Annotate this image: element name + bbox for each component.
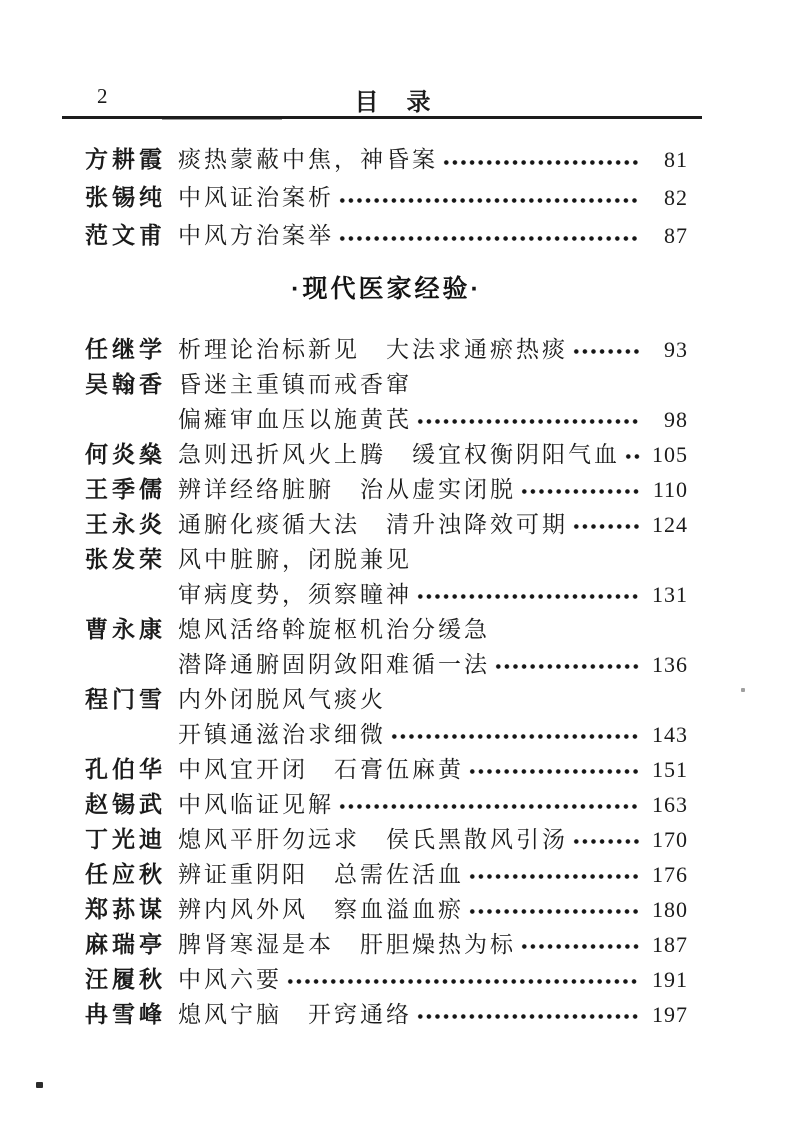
toc-entry-title-text: 中风证治案析 <box>178 185 334 210</box>
dot-leader <box>520 943 640 950</box>
toc-entry-titles <box>178 507 688 542</box>
toc-entry-title-text: 痰热蒙蔽中焦，神昏案 <box>178 147 438 172</box>
toc-entry <box>85 927 688 962</box>
toc-section-modern-entries <box>85 332 688 1032</box>
toc-entry-titles <box>178 612 688 682</box>
toc-entry-author: 汪履秋 <box>85 967 166 992</box>
toc-entry-author: 王永炎 <box>85 512 166 537</box>
toc-entry-titles <box>178 217 688 255</box>
toc-entry-page-number: 151 <box>652 757 688 782</box>
dot-leader <box>468 768 640 775</box>
toc-entry-titles <box>178 179 688 217</box>
toc-entry-page-number: 180 <box>652 897 688 922</box>
toc-body <box>85 141 688 1032</box>
toc-entry-title-line <box>178 612 688 647</box>
toc-entry-title-text: 脾肾寒湿是本 肝胆燥热为标 <box>178 932 516 957</box>
toc-entry-title-line <box>178 472 688 507</box>
toc-entry-title-line <box>178 507 688 542</box>
toc-entry-title-line <box>178 752 688 787</box>
toc-entry <box>85 752 688 787</box>
toc-entry-page-number: 197 <box>652 1002 688 1027</box>
toc-entry-author: 任继学 <box>85 337 166 362</box>
dot-leader <box>572 838 640 845</box>
header-rule <box>62 116 702 119</box>
toc-entry <box>85 507 688 542</box>
toc-entry-titles <box>178 332 688 367</box>
toc-entry-titles <box>178 927 688 962</box>
toc-entry-page-number: 87 <box>664 223 688 248</box>
dot-leader <box>468 873 640 880</box>
toc-entry-titles <box>178 962 688 997</box>
running-head <box>85 82 702 116</box>
toc-entry-title-text: 昏迷主重镇而戒香窜 <box>178 372 412 397</box>
toc-entry-title-line <box>178 717 688 752</box>
toc-entry-author: 任应秋 <box>85 862 166 887</box>
dot-leader <box>442 159 640 166</box>
toc-entry <box>85 682 688 752</box>
toc-entry-title-line <box>178 141 688 179</box>
toc-entry-title-line <box>178 997 688 1032</box>
dot-leader <box>416 593 640 600</box>
toc-entry-title-line <box>178 332 688 367</box>
toc-entry-title-line <box>178 217 688 255</box>
toc-entry-title-text: 熄风宁脑 开窍通络 <box>178 1002 412 1027</box>
toc-entry <box>85 367 688 437</box>
dot-leader <box>286 978 640 985</box>
toc-entry-titles <box>178 472 688 507</box>
toc-entry-title-text: 开镇通滋治求细微 <box>178 722 386 747</box>
toc-entry-page-number: 143 <box>652 722 688 747</box>
toc-entry <box>85 787 688 822</box>
toc-entry-title-text: 中风方治案举 <box>178 223 334 248</box>
toc-entry-page-number: 110 <box>652 477 688 502</box>
toc-entry-author: 曹永康 <box>85 617 166 642</box>
toc-entry-title-text: 潜降通腑固阴敛阳难循一法 <box>178 652 490 677</box>
toc-entry-title-text: 析理论治标新见 大法求通瘀热痰 <box>178 337 568 362</box>
toc-entry <box>85 217 688 255</box>
dot-leader <box>494 663 640 670</box>
toc-entry-title-line <box>178 542 688 577</box>
toc-entry-author: 方耕霞 <box>85 147 166 172</box>
toc-entry-title-line <box>178 857 688 892</box>
toc-entry-title-line <box>178 577 688 612</box>
toc-entry-page-number: 82 <box>664 185 688 210</box>
toc-entry-title-text: 急则迅折风火上腾 缓宜权衡阴阳气血 <box>178 442 620 467</box>
toc-entry-author: 吴翰香 <box>85 372 166 397</box>
toc-entry-title-line <box>178 367 688 402</box>
toc-entry <box>85 332 688 367</box>
toc-entry-page-number: 163 <box>652 792 688 817</box>
toc-entry <box>85 179 688 217</box>
toc-entry-author: 孔伯华 <box>85 757 166 782</box>
toc-entry-title-text: 辨详经络脏腑 治从虚实闭脱 <box>178 477 516 502</box>
toc-entry <box>85 892 688 927</box>
folio-page-number: 2 <box>97 84 108 108</box>
toc-entry-titles <box>178 542 688 612</box>
toc-entry-page-number: 131 <box>652 582 688 607</box>
dot-leader <box>624 453 640 460</box>
toc-entry-title-text: 中风宜开闭 石膏伍麻黄 <box>178 757 464 782</box>
toc-entry-titles <box>178 367 688 437</box>
toc-entry-page-number: 187 <box>652 932 688 957</box>
toc-entry-author: 张发荣 <box>85 547 166 572</box>
toc-entry-titles <box>178 857 688 892</box>
toc-entry-title-line <box>178 179 688 217</box>
toc-entry-author: 何炎燊 <box>85 442 166 467</box>
dot-leader <box>338 197 640 204</box>
dot-leader <box>390 733 640 740</box>
dot-leader <box>520 488 640 495</box>
toc-entry <box>85 612 688 682</box>
toc-entry-page-number: 136 <box>652 652 688 677</box>
toc-entry-page-number: 176 <box>652 862 688 887</box>
dot-leader <box>416 1013 640 1020</box>
dot-leader <box>416 418 640 425</box>
toc-entry-title-text: 熄风活络斡旋枢机治分缓急 <box>178 617 490 642</box>
toc-entry-title-line <box>178 892 688 927</box>
toc-entry-titles <box>178 682 688 752</box>
toc-entry <box>85 437 688 472</box>
toc-entry-page-number: 105 <box>652 442 688 467</box>
section-heading-modern-experts: ·现代医家经验· <box>291 275 482 303</box>
toc-entry-titles <box>178 437 688 472</box>
print-artifact-dot <box>36 1082 43 1088</box>
toc-entry-title-text: 辨内风外风 察血溢血瘀 <box>178 897 464 922</box>
toc-entry-title-line <box>178 962 688 997</box>
dot-leader <box>338 803 640 810</box>
toc-entry <box>85 997 688 1032</box>
toc-entry-titles <box>178 787 688 822</box>
print-artifact-dot <box>741 688 745 692</box>
toc-entry-title-line <box>178 402 688 437</box>
toc-entry-titles <box>178 892 688 927</box>
dot-leader <box>572 348 640 355</box>
toc-entry <box>85 472 688 507</box>
toc-entry-title-line <box>178 647 688 682</box>
toc-header-title: 目 录 <box>354 90 433 116</box>
toc-section-previous-entries <box>85 141 688 255</box>
toc-entry-author: 范文甫 <box>85 223 166 248</box>
toc-entry <box>85 542 688 612</box>
dot-leader <box>572 523 640 530</box>
toc-entry-page-number: 191 <box>652 967 688 992</box>
toc-entry-author: 张锡纯 <box>85 185 166 210</box>
toc-entry-author: 王季儒 <box>85 477 166 502</box>
toc-entry-author: 赵锡武 <box>85 792 166 817</box>
toc-entry-title-text: 内外闭脱风气痰火 <box>178 687 386 712</box>
toc-entry-titles <box>178 141 688 179</box>
toc-entry <box>85 141 688 179</box>
toc-entry-author: 麻瑞亭 <box>85 932 166 957</box>
toc-entry-title-text: 通腑化痰循大法 清升浊降效可期 <box>178 512 568 537</box>
toc-entry-page-number: 170 <box>652 827 688 852</box>
toc-entry-title-text: 风中脏腑，闭脱兼见 <box>178 547 412 572</box>
toc-entry-page-number: 98 <box>664 407 688 432</box>
toc-entry-title-text: 中风六要 <box>178 967 282 992</box>
toc-entry-title-line <box>178 822 688 857</box>
toc-entry-page-number: 124 <box>652 512 688 537</box>
toc-entry-author: 丁光迪 <box>85 827 166 852</box>
toc-entry-title-text: 中风临证见解 <box>178 792 334 817</box>
toc-entry-title-line <box>178 927 688 962</box>
toc-entry-title-line <box>178 682 688 717</box>
toc-entry-title-text: 熄风平肝勿远求 侯氏黑散风引汤 <box>178 827 568 852</box>
toc-entry-author: 冉雪峰 <box>85 1002 166 1027</box>
toc-entry-title-line <box>178 787 688 822</box>
toc-entry-titles <box>178 752 688 787</box>
toc-entry-title-line <box>178 437 688 472</box>
toc-entry-page-number: 81 <box>664 147 688 172</box>
toc-entry <box>85 822 688 857</box>
toc-entry-titles <box>178 997 688 1032</box>
dot-leader <box>338 235 640 242</box>
toc-entry-title-text: 偏瘫审血压以施黄芪 <box>178 407 412 432</box>
toc-entry-author: 郑荪谋 <box>85 897 166 922</box>
toc-entry-author: 程门雪 <box>85 687 166 712</box>
toc-entry-title-text: 审病度势，须察瞳神 <box>178 582 412 607</box>
toc-entry-title-text: 辨证重阴阳 总需佐活血 <box>178 862 464 887</box>
toc-entry-page-number: 93 <box>664 337 688 362</box>
toc-entry <box>85 857 688 892</box>
toc-entry <box>85 962 688 997</box>
dot-leader <box>468 908 640 915</box>
toc-entry-titles <box>178 822 688 857</box>
